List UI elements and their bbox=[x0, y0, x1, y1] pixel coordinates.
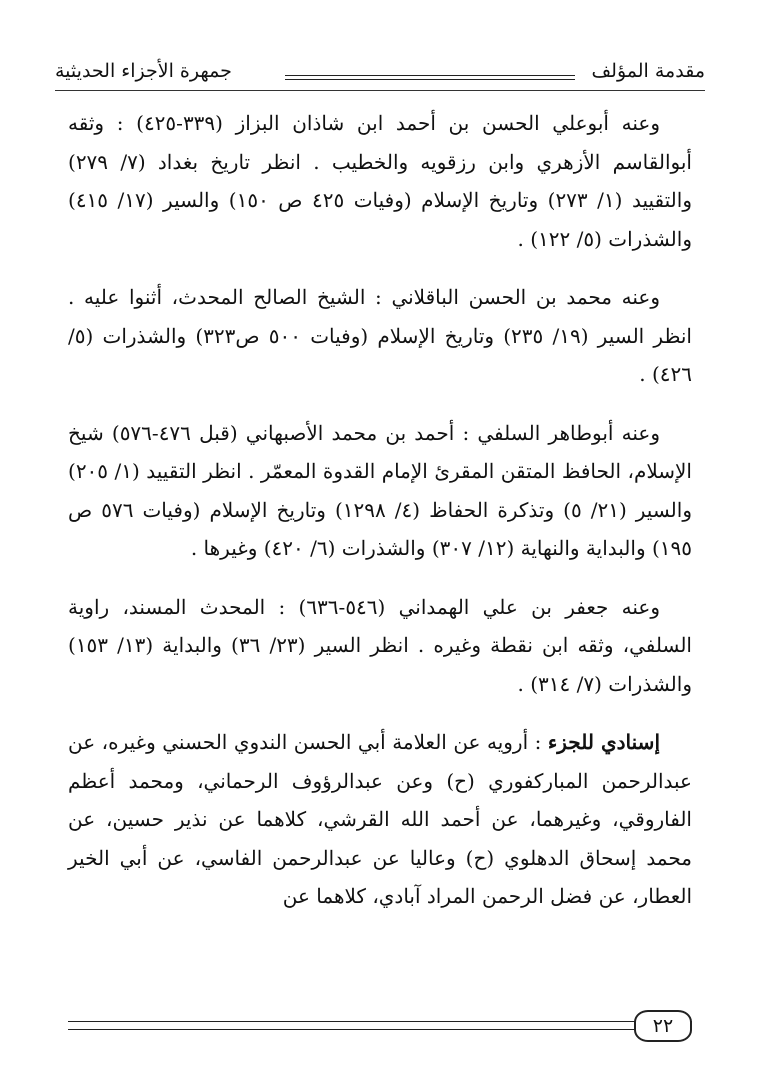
isnad-label: إسنادي للجزء bbox=[547, 730, 660, 754]
paragraph-hamadhani: وعنه جعفر بن علي الهمداني (٥٤٦-٦٣٦) : المحدث المسند، راوية السلفي، وثقه ابن نقطة وغيره . انظر السير (٢٣/ ٣٦) والبداية (١٣/ ١٥٣) والشذرات (٧/ ٣١٤) . bbox=[68, 594, 692, 696]
page-number-badge bbox=[634, 1010, 692, 1042]
header-underline bbox=[55, 90, 705, 91]
page-body bbox=[68, 104, 692, 934]
paragraph-isnad bbox=[68, 723, 692, 916]
book-title: جمهرة الأجزاء الحديثية bbox=[55, 60, 232, 82]
paragraph-baqillani: وعنه محمد بن الحسن الباقلاني : الشيخ الصالح المحدث، أثنوا عليه . انظر السير (١٩/ ٢٣٥) وتاريخ الإسلام (وفيات ٥٠٠ ص٣٢٣) والشذرات (٥/ ٤٢٦) . bbox=[68, 285, 692, 386]
running-header bbox=[55, 60, 705, 94]
page-number: ٢٢ bbox=[652, 1014, 674, 1037]
header-double-rule bbox=[285, 75, 575, 80]
isnad-text: : أرويه عن العلامة أبي الحسن الندوي الحسني وغيره، عن عبدالرحمن المباركفوري (ح) وعن عبدالرؤوف الرحماني، ومحمد أعظم الفاروقي، وغيرهما، عن أحمد الله القرشي، كلاهما عن نذير حسين، عن محمد إسحاق الدهلوي (ح) وعاليا عن عبدالرحمن الفاسي، عن أبي الخير العطار، عن فضل الرحمن المراد آبادي، كلاهما عن bbox=[68, 730, 692, 908]
paragraph-ibn-shadhan: وعنه أبوعلي الحسن بن أحمد ابن شاذان البزاز (٣٣٩-٤٢٥) : وثقه أبوالقاسم الأزهري وابن رزقويه والخطيب . انظر تاريخ بغداد (٧/ ٢٧٩) والتقييد (١/ ٢٧٣) وتاريخ الإسلام (وفيات ٤٢٥ ص ١٥٠) والسير (١٧/ ٤١٥) والشذرات (٥/ ١٢٢) . bbox=[68, 111, 692, 251]
paragraph-silafi: وعنه أبوطاهر السلفي : أحمد بن محمد الأصبهاني (قبل ٤٧٦-٥٧٦) شيخ الإسلام، الحافظ المتقن المقرئ الإمام القدوة المعمّر . انظر التقييد (١/ ٢٠٥) والسير (٢١/ ٥) وتذكرة الحفاظ (٤/ ١٢٩٨) وتاريخ الإسلام (وفيات ٥٧٦ ص ١٩٥) والبداية والنهاية (١٢/ ٣٠٧) والشذرات (٦/ ٤٢٠) وغيرها . bbox=[68, 420, 692, 560]
section-title: مقدمة المؤلف bbox=[591, 60, 705, 82]
page-footer bbox=[68, 1014, 692, 1044]
footer-double-rule bbox=[68, 1021, 692, 1030]
